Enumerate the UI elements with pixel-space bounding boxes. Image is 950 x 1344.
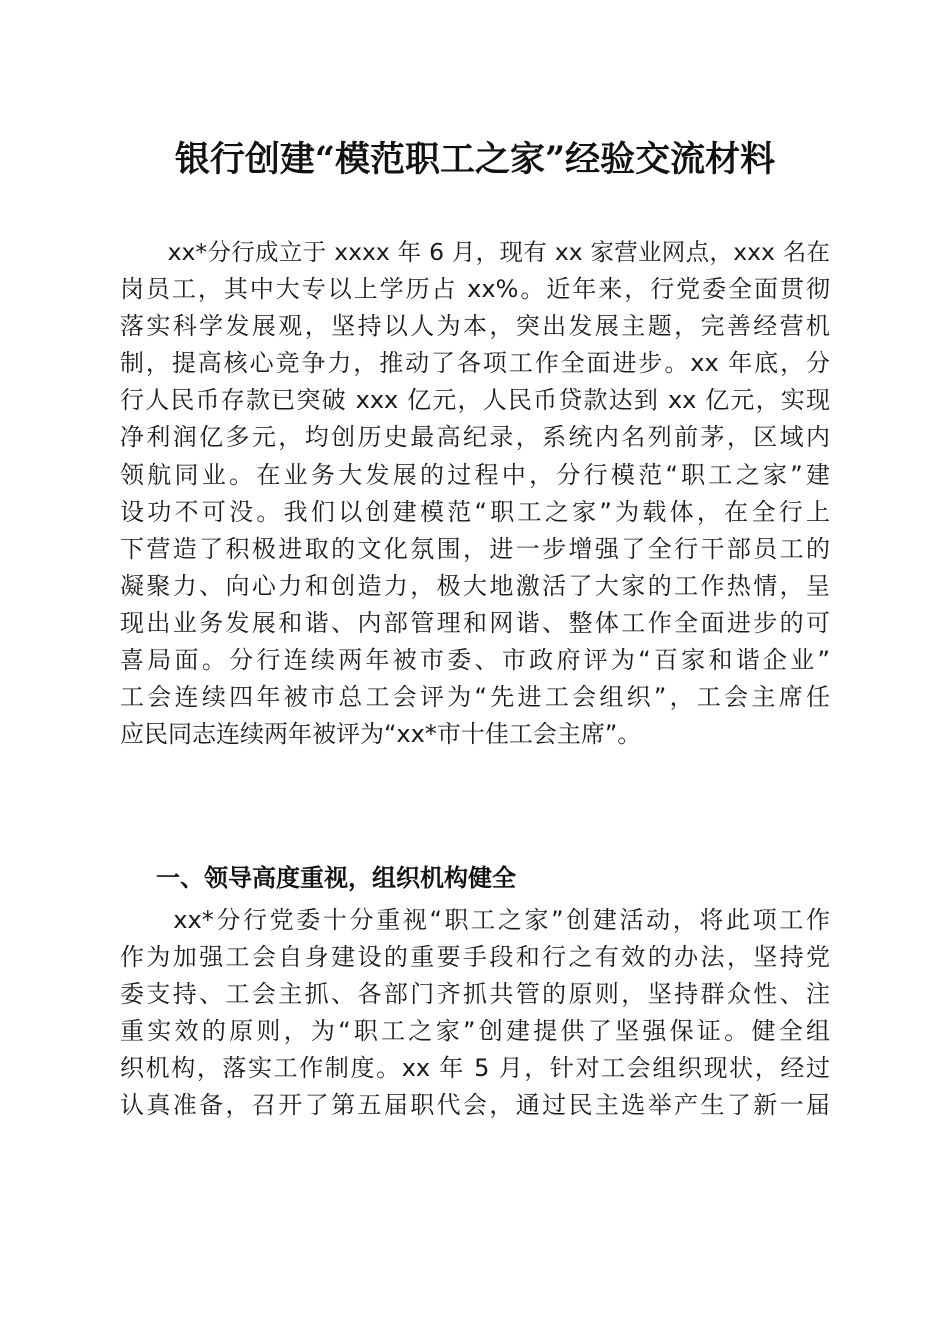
- paragraph-section1: [120, 902, 830, 1125]
- paragraph-line: 设功不可没。我们以创建模范“职工之家”为载体，在全行上: [120, 497, 830, 526]
- paragraph-line: 领航同业。在业务大发展的过程中，分行模范“职工之家”建: [120, 460, 830, 489]
- paragraph-line: 重实效的原则，为“职工之家”创建提供了坚强保证。健全组: [120, 1017, 830, 1046]
- paragraph-line: 落实科学发展观，坚持以人为本，突出发展主题，完善经营机: [120, 312, 830, 341]
- paragraph-line: 委支持、工会主抓、各部门齐抓共管的原则，坚持群众性、注: [120, 980, 830, 1009]
- paragraph-line: 下营造了积极进取的文化氛围，进一步增强了全行干部员工的: [120, 534, 830, 563]
- paragraph-line: 行人民币存款已突破 xxx 亿元，人民币贷款达到 xx 亿元，实现: [120, 386, 830, 415]
- paragraph-line: 作为加强工会自身建设的重要手段和行之有效的办法，坚持党: [120, 943, 830, 972]
- paragraph-line: 喜局面。分行连续两年被市委、市政府评为“百家和谐企业”: [120, 646, 830, 675]
- paragraph-line: xx*分行党委十分重视“职工之家”创建活动，将此项工作: [120, 906, 830, 934]
- paragraph-intro: [120, 234, 830, 753]
- document-title: 银行创建“模范职工之家”经验交流材料: [174, 139, 776, 180]
- paragraph-line: 凝聚力、向心力和创造力，极大地激活了大家的工作热情，呈: [120, 571, 830, 600]
- section-heading: 一、领导高度重视，组织机构健全: [156, 864, 516, 892]
- paragraph-line: 工会连续四年被市总工会评为“先进工会组织”，工会主席任: [120, 683, 830, 712]
- paragraph-line: 净利润亿多元，均创历史最高纪录，系统内名列前茅，区域内: [120, 423, 830, 452]
- paragraph-line: 应民同志连续两年被评为“xx*市十佳工会主席”。: [120, 720, 642, 749]
- paragraph-line: 织机构，落实工作制度。xx 年 5 月，针对工会组织现状，经过: [120, 1054, 830, 1083]
- paragraph-line: 岗员工，其中大专以上学历占 xx%。近年来，行党委全面贯彻: [120, 275, 830, 304]
- paragraph-line: 制，提高核心竞争力，推动了各项工作全面进步。xx 年底，分: [120, 349, 830, 378]
- paragraph-line: 认真准备，召开了第五届职代会，通过民主选举产生了新一届: [120, 1091, 830, 1120]
- paragraph-line: 现出业务发展和谐、内部管理和网谐、整体工作全面进步的可: [120, 608, 830, 637]
- paragraph-line: xx*分行成立于 xxxx 年 6 月，现有 xx 家营业网点，xxx 名在: [120, 238, 830, 266]
